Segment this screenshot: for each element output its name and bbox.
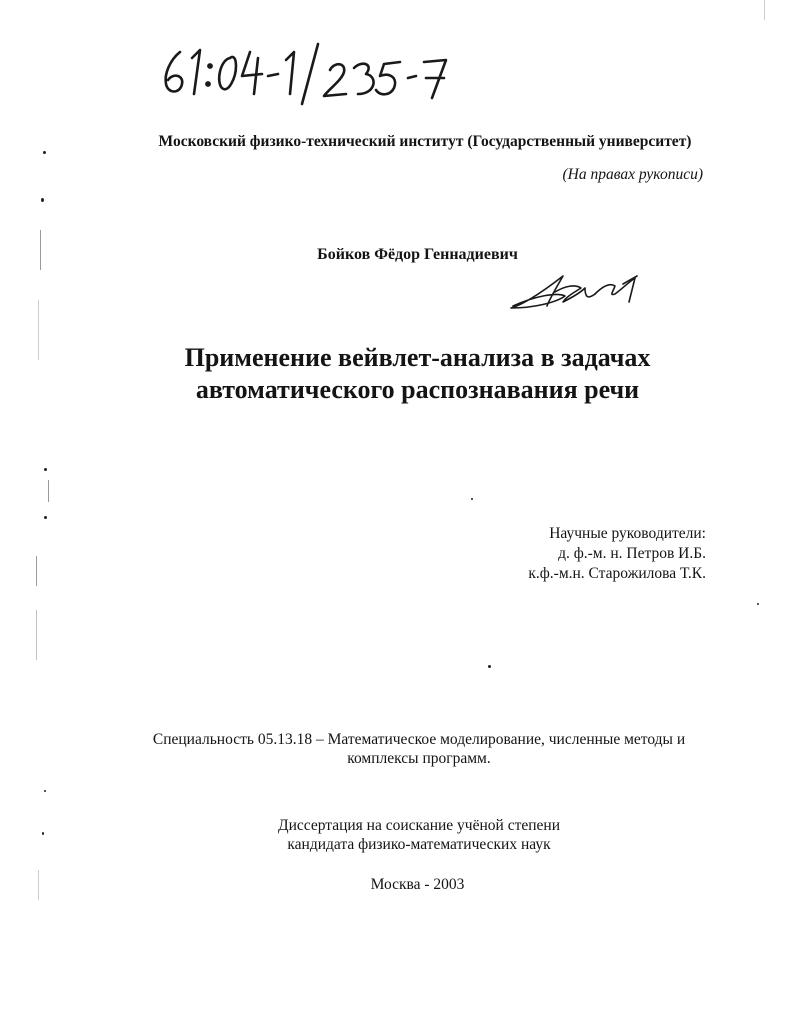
scan-speck — [41, 198, 44, 202]
scan-edge-mark — [38, 870, 39, 900]
author-signature — [505, 262, 655, 322]
scan-edge-mark — [36, 556, 37, 586]
supervisors-heading: Научные руководители: — [549, 525, 706, 542]
scan-edge-mark — [36, 610, 37, 660]
specialty-line-2: комплексы программ. — [347, 750, 491, 767]
institute-name: Московский физико-технический институт (Государственный университет) — [158, 133, 692, 150]
author-name: Бойков Фёдор Геннадиевич — [317, 246, 518, 263]
specialty-line-1: Специальность 05.13.18 – Математическое моделирование, численные методы и — [152, 731, 686, 748]
manuscript-note: (На правах рукописи) — [562, 166, 703, 183]
title-line-2: автоматического распознавания речи — [195, 375, 640, 404]
dissertation-title — [0, 342, 798, 406]
scan-edge-mark — [764, 0, 765, 20]
supervisor-1: д. ф.-м. н. Петров И.Б. — [558, 545, 706, 562]
specialty-block — [0, 730, 798, 768]
scan-speck — [757, 603, 759, 605]
scan-speck — [44, 790, 46, 792]
supervisor-2: к.ф.-м.н. Старожилова Т.К. — [528, 565, 706, 582]
degree-line-2: кандидата физико-математических наук — [287, 836, 551, 853]
supervisors-block — [528, 524, 706, 584]
scan-speck — [42, 832, 44, 835]
scan-speck — [43, 151, 46, 154]
scan-speck — [471, 498, 473, 500]
degree-line-1: Диссертация на соискание учёной степени — [278, 817, 560, 834]
city-year: Москва - 2003 — [370, 876, 465, 893]
title-line-1: Применение вейвлет-анализа в задачах — [184, 343, 651, 372]
scan-edge-mark — [38, 300, 39, 360]
handwritten-call-number — [158, 38, 458, 108]
scan-speck — [44, 516, 47, 519]
scan-edge-mark — [40, 230, 41, 270]
scan-speck — [488, 665, 491, 668]
scan-speck — [44, 468, 47, 471]
scan-edge-mark — [48, 480, 49, 502]
degree-block — [0, 816, 798, 854]
